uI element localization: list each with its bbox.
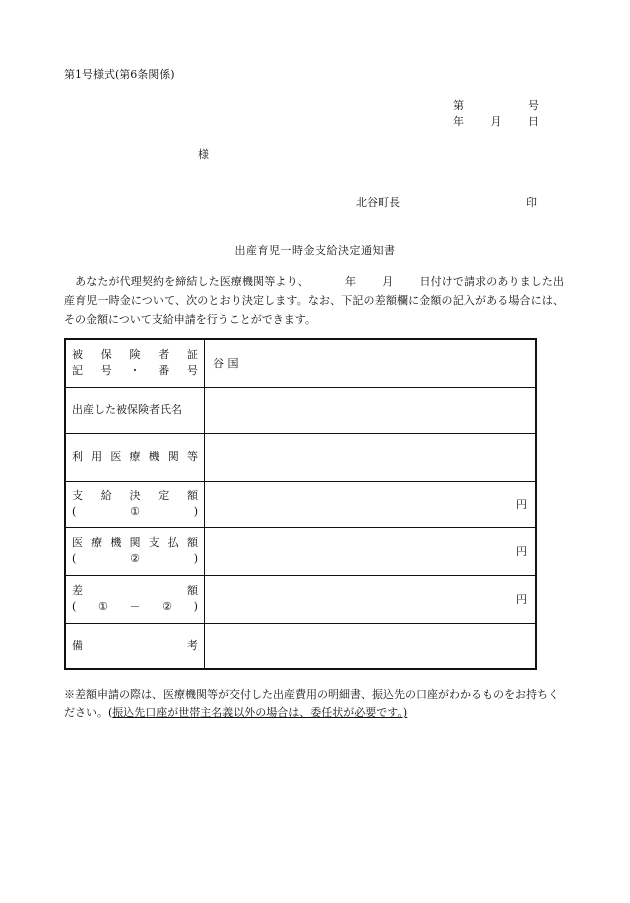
date-day: 日	[528, 115, 539, 128]
label-char: 号	[100, 364, 112, 378]
label-char: 番	[158, 364, 170, 378]
label-char: )	[193, 600, 198, 613]
body-part2: 日付けで請求のありました出産育児一時金について、次のとおり決定します。なお、下記の差額欄に金額の記入がある場合には、その金額について支給申請を行うことができます。	[64, 275, 565, 326]
label-char: ①	[97, 600, 108, 613]
label-char: 給	[100, 489, 112, 502]
body-year: 年	[344, 275, 357, 288]
label-char: 支	[72, 489, 83, 502]
table-row-medical-institution	[65, 433, 536, 481]
label-char: )	[193, 505, 198, 518]
label-char: 関	[129, 536, 141, 549]
label-char: 差	[72, 584, 83, 597]
body-month: 月	[382, 275, 394, 288]
label-remarks	[65, 623, 205, 669]
label-char: ②	[162, 600, 173, 613]
label-char: 療	[129, 450, 141, 463]
label-char: 医	[72, 536, 83, 549]
label-char: )	[193, 552, 198, 565]
label-insured-name	[65, 387, 205, 433]
insurance-number-prefix: 谷 国	[213, 357, 239, 371]
label-text: 出産した被保険者氏名	[72, 403, 182, 416]
label-char: 機	[148, 450, 160, 463]
label-char: 考	[187, 638, 198, 652]
label-decided-amount	[65, 481, 205, 527]
value-medical-institution	[205, 433, 537, 481]
document-number-line	[453, 97, 539, 113]
value-insurance-number	[205, 339, 537, 387]
footnote	[64, 686, 564, 722]
label-char: 険	[129, 348, 141, 362]
label-char: 者	[158, 348, 170, 362]
value-difference	[205, 575, 537, 623]
date-month: 月	[490, 115, 502, 128]
table-row-remarks	[65, 623, 536, 669]
label-char: 被	[72, 348, 83, 362]
label-insurance-number	[65, 339, 205, 387]
body-paragraph	[64, 272, 564, 329]
label-char: 等	[186, 450, 198, 463]
label-char: 額	[187, 584, 198, 597]
footnote-text: ※差額申請の際は、医療機関等が交付した出産費用の明細書、振込先の口座がわかるものをお持ちください。(	[64, 688, 559, 719]
label-char: 額	[187, 489, 198, 502]
table-row-insurance-number	[65, 339, 536, 387]
label-char: 払	[167, 536, 179, 549]
label-char: 利	[72, 450, 83, 463]
label-char: (	[72, 552, 77, 565]
label-char: 決	[129, 489, 141, 502]
yen-unit: 円	[516, 545, 527, 558]
label-char: 医	[110, 450, 122, 463]
label-char: 療	[91, 536, 103, 549]
label-char: 備	[72, 638, 83, 652]
value-insured-name	[205, 387, 537, 433]
label-char: 用	[91, 450, 103, 463]
label-char: 記	[72, 364, 83, 378]
table-row-insured-name	[65, 387, 536, 433]
label-char: ・	[129, 364, 141, 378]
label-char: 保	[100, 348, 112, 362]
label-medical-institution	[65, 433, 205, 481]
label-institution-payment	[65, 527, 205, 575]
number-prefix: 第	[453, 99, 464, 112]
label-char: (	[72, 505, 77, 518]
label-char: (	[72, 600, 77, 613]
table-row-decided-amount	[65, 481, 536, 527]
label-char: 額	[186, 536, 198, 549]
label-char: 号	[187, 364, 198, 378]
value-remarks	[205, 623, 537, 669]
document-date-line	[453, 113, 539, 129]
table-row-institution-payment	[65, 527, 536, 575]
date-year: 年	[453, 115, 464, 128]
form-label: 第1号様式(第6条関係)	[64, 68, 175, 81]
issuer-name: 北谷町長	[356, 196, 400, 209]
label-char: ②	[130, 552, 140, 565]
info-table	[64, 338, 537, 670]
value-decided-amount	[205, 481, 537, 527]
label-difference	[65, 575, 205, 623]
label-char: ①	[130, 505, 140, 518]
table-row-difference	[65, 575, 536, 623]
label-char: 関	[167, 450, 179, 463]
label-char: －	[129, 600, 141, 613]
document-title: 出産育児一時金支給決定通知書	[234, 244, 396, 257]
label-char: 機	[110, 536, 122, 549]
body-part1: あなたが代理契約を締結した医療機関等より、	[75, 275, 309, 288]
seal-mark: 印	[526, 196, 537, 209]
yen-unit: 円	[516, 498, 527, 511]
footnote-underlined: 振込先口座が世帯主名義以外の場合は、委任状が必要です。)	[112, 706, 408, 719]
number-suffix: 号	[528, 99, 539, 112]
label-char: 定	[158, 489, 170, 502]
label-char: 証	[187, 348, 198, 362]
value-institution-payment	[205, 527, 537, 575]
yen-unit: 円	[516, 593, 527, 606]
addressee-suffix: 様	[198, 148, 209, 161]
label-char: 支	[148, 536, 160, 549]
